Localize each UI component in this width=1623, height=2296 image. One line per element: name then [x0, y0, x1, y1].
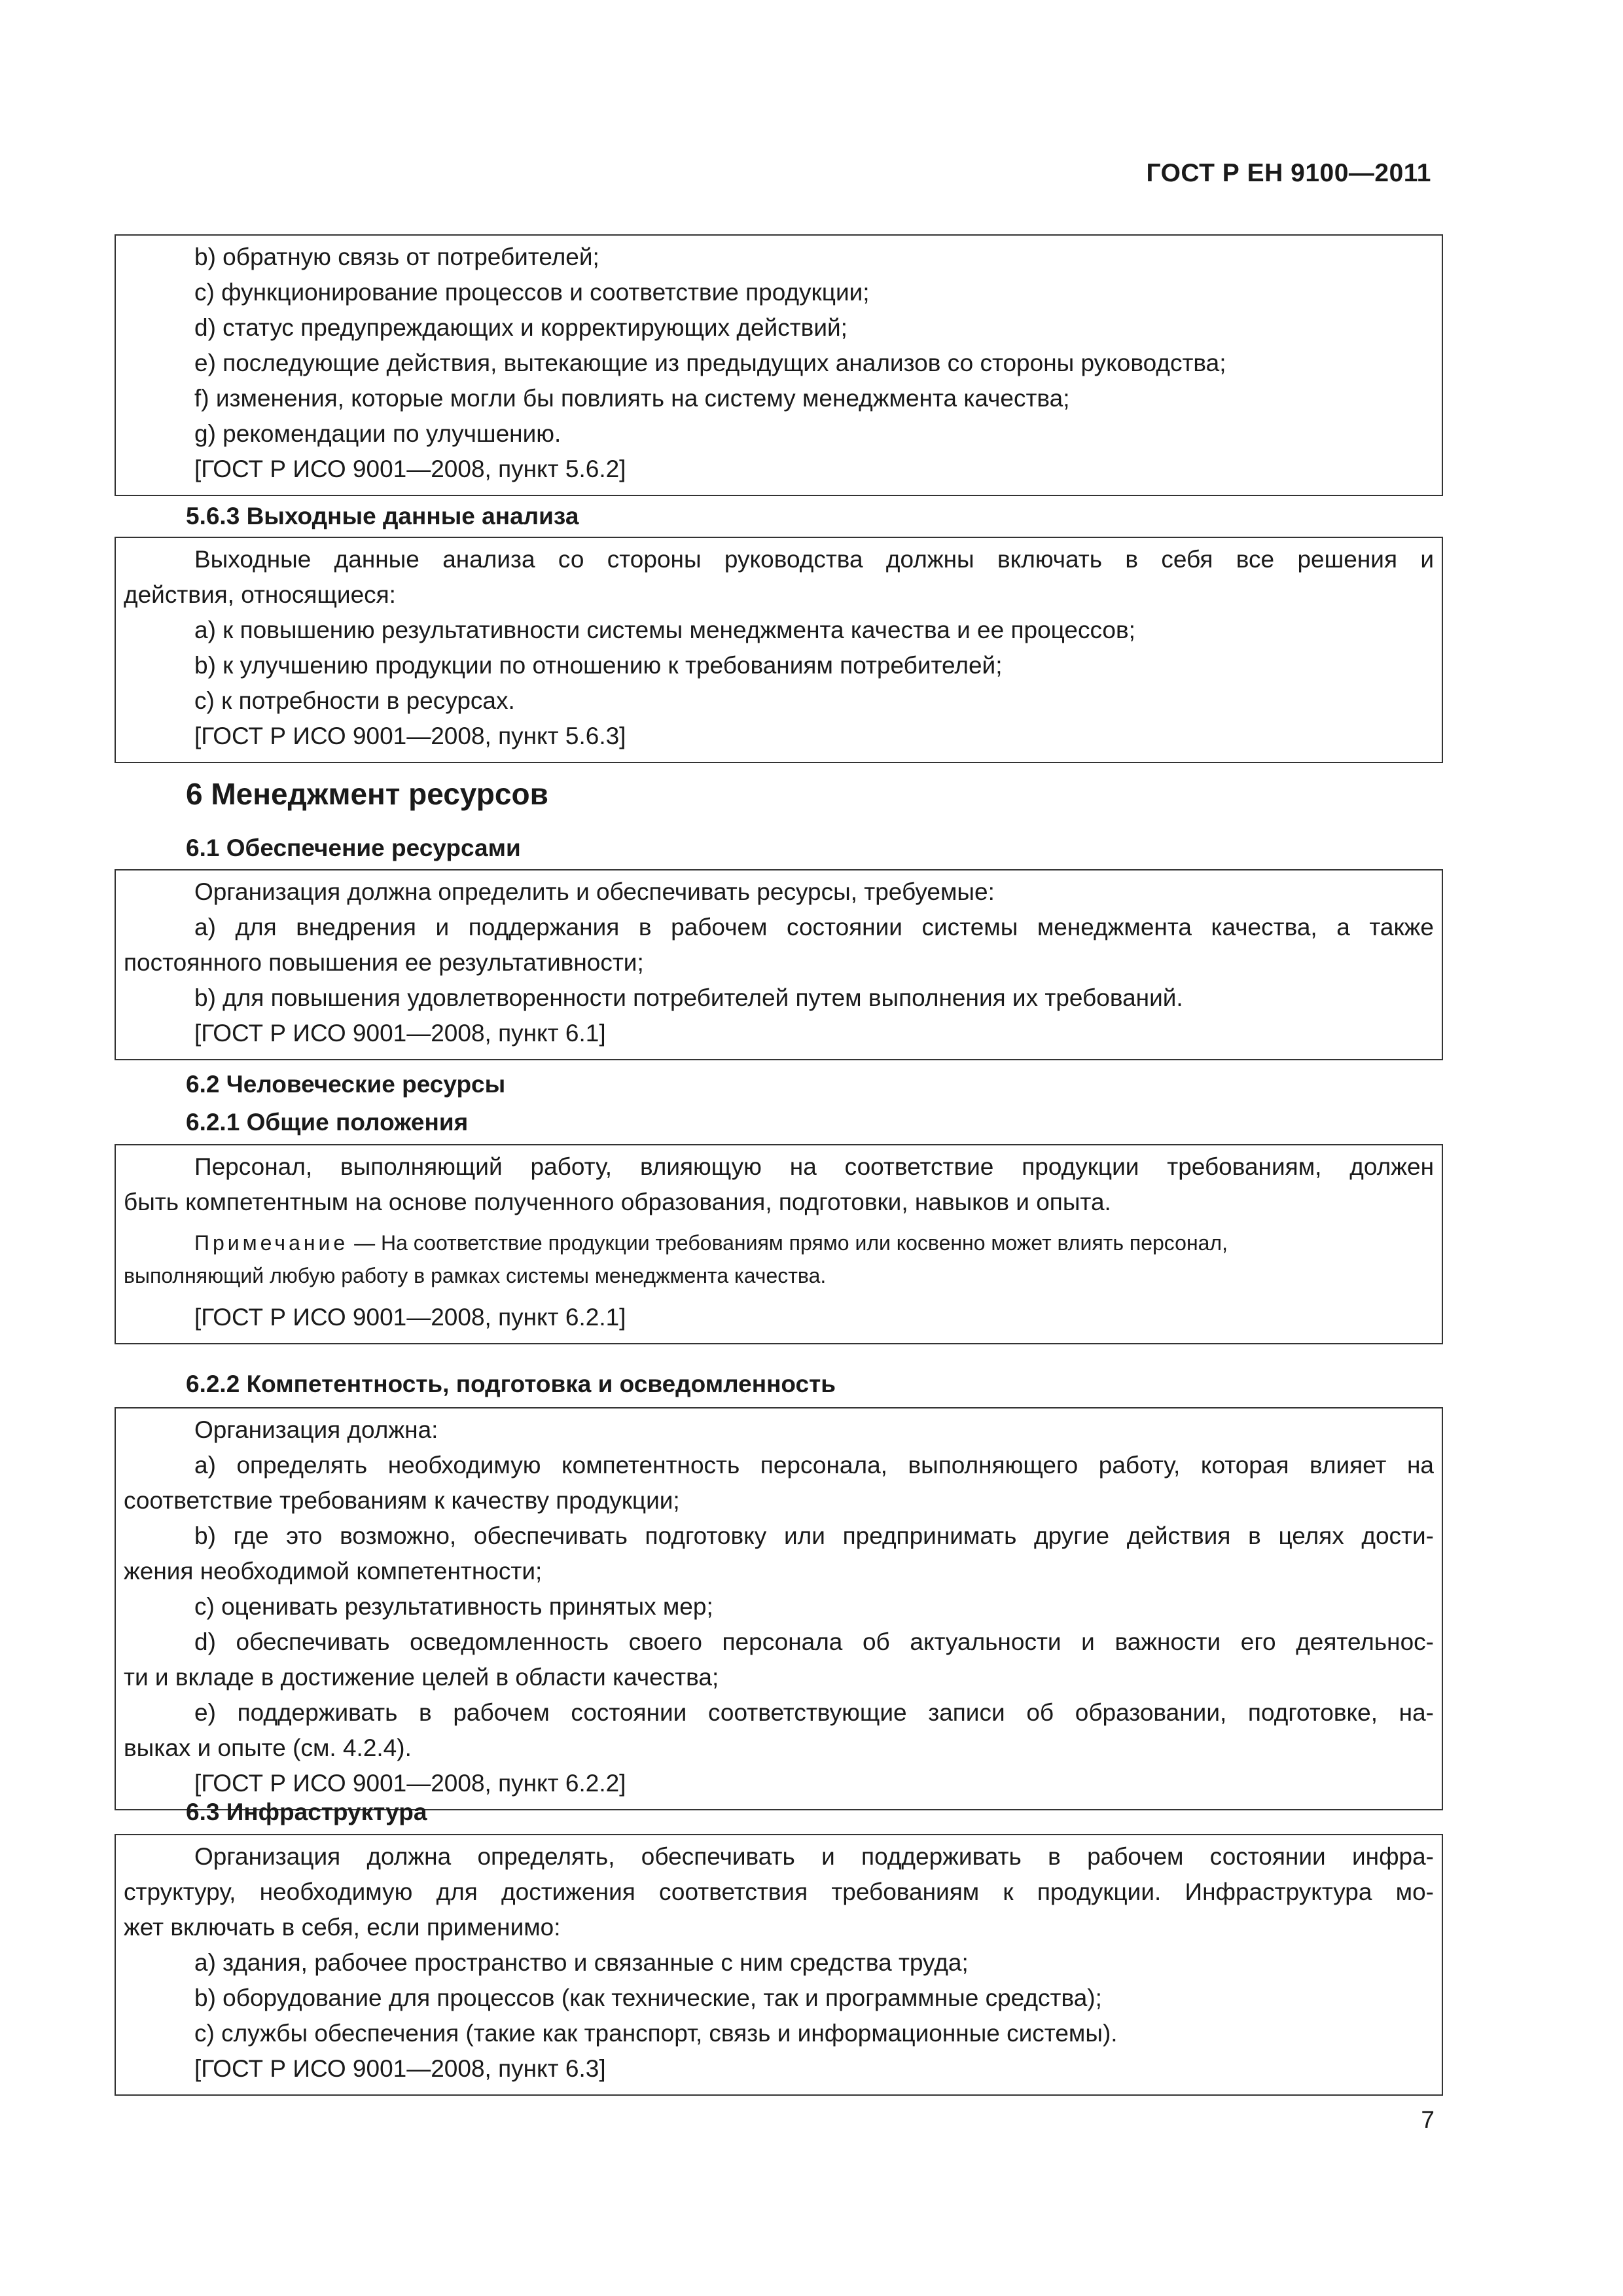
section-6-title: 6 Менеджмент ресурсов	[186, 777, 548, 811]
note-label: Примечание	[194, 1231, 349, 1255]
list-item-continuation: ти и вкладе в достижение целей в области качества;	[124, 1664, 719, 1691]
list-item-continuation: постоянного повышения ее результативности;	[124, 949, 644, 976]
list-item: g) рекомендации по улучшению.	[194, 420, 562, 447]
paragraph-continuation: структуру, необходимую для достижения соответствия требованиям к продукции. Инфраструктура мо-	[124, 1878, 1434, 1905]
paragraph: Организация должна определить и обеспечивать ресурсы, требуемые:	[194, 878, 995, 905]
quote-box-5-6-2	[115, 234, 1443, 496]
note-text: — На соответствие продукции требованиям прямо или косвенно может влиять персонал,	[348, 1231, 1228, 1255]
quote-box-6-3	[115, 1834, 1443, 2096]
list-item: b) к улучшению продукции по отношению к требованиям потребителей;	[194, 652, 1003, 679]
reference: [ГОСТ Р ИСО 9001—2008, пункт 6.1]	[194, 1020, 606, 1047]
document-code-header: ГОСТ Р ЕН 9100—2011	[1146, 159, 1431, 187]
list-item-continuation: соответствие требованиям к качеству продукции;	[124, 1487, 680, 1514]
list-item: b) обратную связь от потребителей;	[194, 243, 599, 270]
paragraph-continuation: действия, относящиеся:	[124, 581, 396, 608]
note-first-line	[124, 1227, 1434, 1259]
paragraph-continuation: жет включать в себя, если применимо:	[124, 1914, 561, 1941]
list-item: d) статус предупреждающих и корректирующих действий;	[194, 314, 847, 341]
page-number: 7	[1421, 2106, 1435, 2133]
paragraph: Организация должна:	[194, 1416, 438, 1443]
paragraph-first-line: Выходные данные анализа со стороны руководства должны включать в себя все решения и	[194, 546, 1434, 573]
list-item: f) изменения, которые могли бы повлиять на систему менеджмента качества;	[194, 385, 1070, 412]
heading-6-1: 6.1 Обеспечение ресурсами	[186, 834, 521, 861]
list-item: c) службы обеспечения (такие как транспорт, связь и информационные системы).	[194, 2020, 1118, 2047]
list-item: c) функционирование процессов и соответствие продукции;	[194, 279, 870, 306]
paragraph-first-line: Организация должна определять, обеспечивать и поддерживать в рабочем состоянии инфра-	[194, 1843, 1434, 1870]
quote-box-6-2-2	[115, 1407, 1443, 1810]
list-item-first-line: b) где это возможно, обеспечивать подготовку или предпринимать другие действия в целях дости-	[194, 1522, 1434, 1549]
reference: [ГОСТ Р ИСО 9001—2008, пункт 6.2.2]	[194, 1770, 626, 1797]
paragraph-first-line: Персонал, выполняющий работу, влияющую на соответствие продукции требованиям, должен	[194, 1153, 1434, 1180]
list-item: b) оборудование для процессов (как технические, так и программные средства);	[194, 1984, 1102, 2011]
list-item-first-line: a) определять необходимую компетентность персонала, выполняющего работу, которая влияет на	[194, 1452, 1434, 1479]
list-item: c) к потребности в ресурсах.	[194, 687, 515, 714]
heading-5-6-3: 5.6.3 Выходные данные анализа	[186, 503, 579, 529]
heading-6-2-2: 6.2.2 Компетентность, подготовка и осведомленность	[186, 1371, 836, 1397]
reference: [ГОСТ Р ИСО 9001—2008, пункт 5.6.2]	[194, 456, 626, 482]
list-item-first-line: d) обеспечивать осведомленность своего персонала об актуальности и важности его деятельнос-	[194, 1628, 1434, 1655]
quote-box-6-1	[115, 869, 1443, 1060]
list-item: b) для повышения удовлетворенности потребителей путем выполнения их требований.	[194, 984, 1183, 1011]
list-item: e) последующие действия, вытекающие из предыдущих анализов со стороны руководства;	[194, 350, 1226, 376]
heading-6-3: 6.3 Инфраструктура	[186, 1799, 427, 1825]
list-item: a) к повышению результативности системы менеджмента качества и ее процессов;	[194, 617, 1135, 643]
list-item-first-line: e) поддерживать в рабочем состоянии соответствующие записи об образовании, подготовке, на-	[194, 1699, 1434, 1726]
reference: [ГОСТ Р ИСО 9001—2008, пункт 5.6.3]	[194, 723, 626, 749]
heading-6-2-1: 6.2.1 Общие положения	[186, 1109, 469, 1136]
paragraph-continuation: быть компетентным на основе полученного образования, подготовки, навыков и опыта.	[124, 1189, 1111, 1215]
reference: [ГОСТ Р ИСО 9001—2008, пункт 6.2.1]	[194, 1304, 626, 1331]
reference: [ГОСТ Р ИСО 9001—2008, пункт 6.3]	[194, 2055, 606, 2082]
list-item: c) оценивать результативность принятых мер;	[194, 1593, 713, 1620]
quote-box-5-6-3	[115, 537, 1443, 763]
list-item-continuation: жения необходимой компетентности;	[124, 1558, 543, 1585]
quote-box-6-2-1	[115, 1144, 1443, 1344]
list-item: a) здания, рабочее пространство и связанные с ним средства труда;	[194, 1949, 969, 1976]
list-item-continuation: выках и опыте (см. 4.2.4).	[124, 1734, 412, 1761]
heading-6-2: 6.2 Человеческие ресурсы	[186, 1071, 506, 1098]
note-continuation: выполняющий любую работу в рамках системы менеджмента качества.	[124, 1264, 827, 1287]
list-item-first-line: a) для внедрения и поддержания в рабочем состоянии системы менеджмента качества, а также	[194, 914, 1434, 941]
